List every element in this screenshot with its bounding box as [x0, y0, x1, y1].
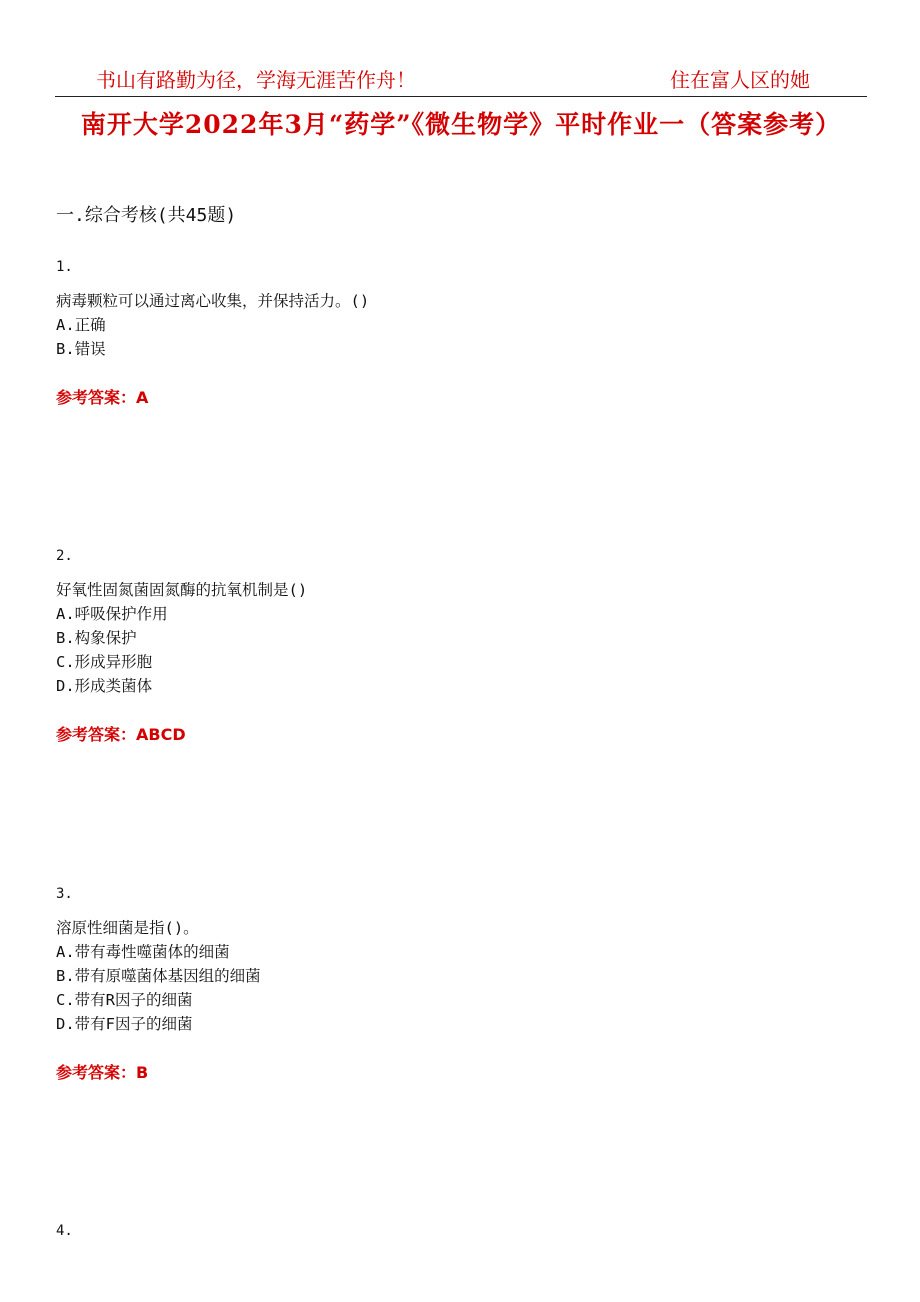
question-stem: 溶原性细菌是指()。	[56, 919, 199, 937]
header-motto: 书山有路勤为径，学海无涯苦作舟！	[96, 68, 416, 92]
question-stem: 好氧性固氮菌固氮酶的抗氧机制是()	[56, 581, 308, 599]
question-option: B.带有原噬菌体基因组的细菌	[56, 967, 261, 985]
answer-line: 参考答案：ABCD	[56, 725, 186, 744]
question-option: D.带有F因子的细菌	[56, 1015, 193, 1033]
question-option: A.带有毒性噬菌体的细菌	[56, 943, 230, 961]
header-divider	[55, 96, 867, 97]
question-option: A.呼吸保护作用	[56, 605, 168, 623]
question-option: C.带有R因子的细菌	[56, 991, 193, 1009]
question-number: 3.	[56, 886, 73, 902]
question-number: 2.	[56, 548, 73, 564]
question-option: B.构象保护	[56, 629, 137, 647]
question-number: 4.	[56, 1223, 73, 1239]
question-option: C.形成异形胞	[56, 653, 153, 671]
question-option: B.错误	[56, 340, 106, 358]
header-right-text: 住在富人区的她	[670, 68, 810, 92]
question-block	[56, 578, 307, 698]
question-option: A.正确	[56, 316, 106, 334]
question-block	[56, 916, 261, 1036]
document-title: 南开大学2022年3月“药学”《微生物学》平时作业一（答案参考）	[80, 110, 842, 139]
question-option: D.形成类菌体	[56, 677, 153, 695]
section-heading: 一.综合考核(共45题)	[56, 205, 237, 226]
question-block	[56, 289, 369, 361]
question-stem: 病毒颗粒可以通过离心收集，并保持活力。()	[56, 292, 370, 310]
question-number: 1.	[56, 259, 73, 275]
answer-line: 参考答案：B	[56, 1063, 149, 1082]
answer-line: 参考答案：A	[56, 388, 149, 407]
